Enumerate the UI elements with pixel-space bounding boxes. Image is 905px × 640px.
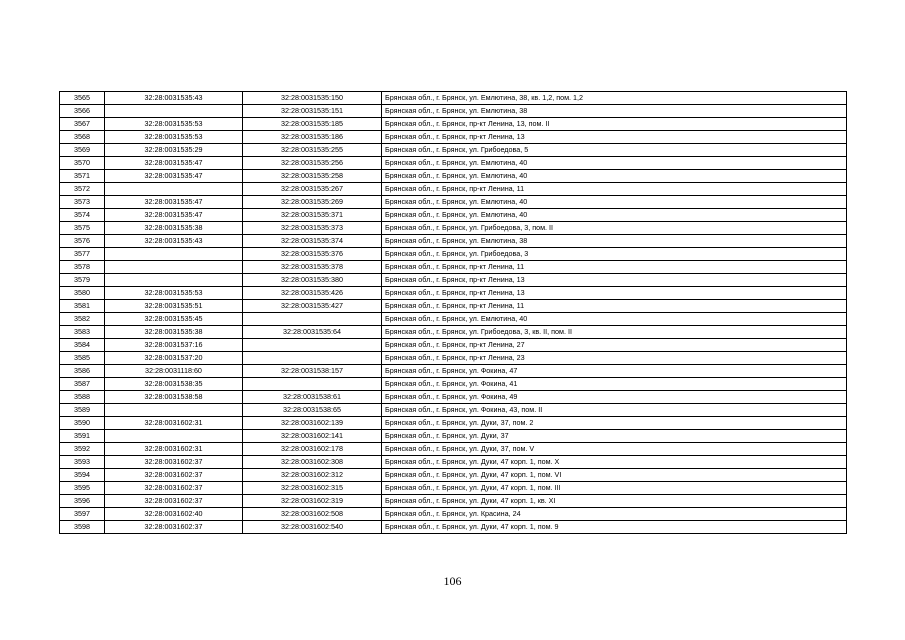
land-cadastral-number-cell: 32:28:0031602:37 [105, 469, 243, 482]
row-number-cell: 3578 [60, 261, 105, 274]
address-cell: Брянская обл., г. Брянск, пр-кт Ленина, 27 [382, 339, 847, 352]
object-cadastral-number-cell: 32:28:0031602:141 [243, 430, 382, 443]
object-cadastral-number-cell: 32:28:0031535:374 [243, 235, 382, 248]
address-cell: Брянская обл., г. Брянск, ул. Грибоедова, 3, пом. II [382, 222, 847, 235]
table-row [60, 521, 847, 534]
address-cell: Брянская обл., г. Брянск, ул. Фокина, 47 [382, 365, 847, 378]
row-number-cell: 3579 [60, 274, 105, 287]
row-number-cell: 3569 [60, 144, 105, 157]
table-row [60, 157, 847, 170]
land-cadastral-number-cell [105, 274, 243, 287]
land-cadastral-number-cell: 32:28:0031535:29 [105, 144, 243, 157]
row-number-cell: 3588 [60, 391, 105, 404]
object-cadastral-number-cell: 32:28:0031535:269 [243, 196, 382, 209]
address-cell: Брянская обл., г. Брянск, ул. Емлютина, 40 [382, 157, 847, 170]
registry-table-body [60, 92, 847, 534]
row-number-cell: 3591 [60, 430, 105, 443]
address-cell: Брянская обл., г. Брянск, пр-кт Ленина, 13, пом. II [382, 118, 847, 131]
registry-table [59, 91, 847, 534]
land-cadastral-number-cell [105, 248, 243, 261]
table-row [60, 326, 847, 339]
land-cadastral-number-cell: 32:28:0031535:53 [105, 131, 243, 144]
object-cadastral-number-cell: 32:28:0031535:256 [243, 157, 382, 170]
row-number-cell: 3575 [60, 222, 105, 235]
address-cell: Брянская обл., г. Брянск, ул. Емлютина, 38 [382, 235, 847, 248]
object-cadastral-number-cell: 32:28:0031535:186 [243, 131, 382, 144]
table-row [60, 378, 847, 391]
address-cell: Брянская обл., г. Брянск, ул. Дуки, 37, пом. V [382, 443, 847, 456]
row-number-cell: 3567 [60, 118, 105, 131]
land-cadastral-number-cell: 32:28:0031535:47 [105, 170, 243, 183]
row-number-cell: 3577 [60, 248, 105, 261]
table-row [60, 183, 847, 196]
object-cadastral-number-cell: 32:28:0031535:380 [243, 274, 382, 287]
object-cadastral-number-cell: 32:28:0031602:312 [243, 469, 382, 482]
land-cadastral-number-cell [105, 430, 243, 443]
row-number-cell: 3589 [60, 404, 105, 417]
land-cadastral-number-cell [105, 183, 243, 196]
land-cadastral-number-cell: 32:28:0031538:35 [105, 378, 243, 391]
row-number-cell: 3594 [60, 469, 105, 482]
table-row [60, 456, 847, 469]
table-row [60, 261, 847, 274]
table-row [60, 365, 847, 378]
address-cell: Брянская обл., г. Брянск, ул. Фокина, 43, пом. II [382, 404, 847, 417]
row-number-cell: 3595 [60, 482, 105, 495]
land-cadastral-number-cell: 32:28:0031602:37 [105, 456, 243, 469]
object-cadastral-number-cell [243, 378, 382, 391]
address-cell: Брянская обл., г. Брянск, пр-кт Ленина, 13 [382, 131, 847, 144]
address-cell: Брянская обл., г. Брянск, ул. Дуки, 47 корп. 1, пом. X [382, 456, 847, 469]
table-row [60, 391, 847, 404]
object-cadastral-number-cell: 32:28:0031538:157 [243, 365, 382, 378]
address-cell: Брянская обл., г. Брянск, пр-кт Ленина, 11 [382, 300, 847, 313]
object-cadastral-number-cell: 32:28:0031602:308 [243, 456, 382, 469]
row-number-cell: 3586 [60, 365, 105, 378]
table-row [60, 144, 847, 157]
row-number-cell: 3583 [60, 326, 105, 339]
land-cadastral-number-cell: 32:28:0031535:43 [105, 92, 243, 105]
table-row [60, 352, 847, 365]
address-cell: Брянская обл., г. Брянск, ул. Дуки, 47 корп. 1, пом. VI [382, 469, 847, 482]
object-cadastral-number-cell: 32:28:0031535:373 [243, 222, 382, 235]
row-number-cell: 3566 [60, 105, 105, 118]
table-row [60, 92, 847, 105]
object-cadastral-number-cell [243, 339, 382, 352]
land-cadastral-number-cell: 32:28:0031535:53 [105, 118, 243, 131]
row-number-cell: 3565 [60, 92, 105, 105]
land-cadastral-number-cell: 32:28:0031537:16 [105, 339, 243, 352]
table-row [60, 482, 847, 495]
address-cell: Брянская обл., г. Брянск, ул. Фокина, 49 [382, 391, 847, 404]
land-cadastral-number-cell: 32:28:0031602:31 [105, 417, 243, 430]
address-cell: Брянская обл., г. Брянск, пр-кт Ленина, 11 [382, 183, 847, 196]
land-cadastral-number-cell: 32:28:0031535:38 [105, 222, 243, 235]
row-number-cell: 3596 [60, 495, 105, 508]
address-cell: Брянская обл., г. Брянск, ул. Емлютина, 40 [382, 313, 847, 326]
address-cell: Брянская обл., г. Брянск, ул. Красина, 24 [382, 508, 847, 521]
object-cadastral-number-cell: 32:28:0031602:540 [243, 521, 382, 534]
row-number-cell: 3592 [60, 443, 105, 456]
row-number-cell: 3581 [60, 300, 105, 313]
address-cell: Брянская обл., г. Брянск, ул. Емлютина, 38 [382, 105, 847, 118]
table-row [60, 131, 847, 144]
land-cadastral-number-cell [105, 261, 243, 274]
row-number-cell: 3568 [60, 131, 105, 144]
land-cadastral-number-cell: 32:28:0031535:47 [105, 209, 243, 222]
object-cadastral-number-cell: 32:28:0031538:65 [243, 404, 382, 417]
object-cadastral-number-cell: 32:28:0031535:258 [243, 170, 382, 183]
address-cell: Брянская обл., г. Брянск, ул. Дуки, 37 [382, 430, 847, 443]
land-cadastral-number-cell: 32:28:0031535:45 [105, 313, 243, 326]
row-number-cell: 3585 [60, 352, 105, 365]
land-cadastral-number-cell: 32:28:0031535:43 [105, 235, 243, 248]
table-row [60, 170, 847, 183]
land-cadastral-number-cell: 32:28:0031602:40 [105, 508, 243, 521]
address-cell: Брянская обл., г. Брянск, ул. Дуки, 47 корп. 1, пом. 9 [382, 521, 847, 534]
address-cell: Брянская обл., г. Брянск, ул. Дуки, 47 корп. 1, пом. III [382, 482, 847, 495]
address-cell: Брянская обл., г. Брянск, ул. Емлютина, 40 [382, 196, 847, 209]
row-number-cell: 3593 [60, 456, 105, 469]
page-number: 106 [443, 574, 462, 588]
land-cadastral-number-cell: 32:28:0031602:31 [105, 443, 243, 456]
object-cadastral-number-cell: 32:28:0031535:151 [243, 105, 382, 118]
object-cadastral-number-cell: 32:28:0031535:150 [243, 92, 382, 105]
land-cadastral-number-cell [105, 404, 243, 417]
object-cadastral-number-cell: 32:28:0031535:64 [243, 326, 382, 339]
address-cell: Брянская обл., г. Брянск, пр-кт Ленина, 11 [382, 261, 847, 274]
address-cell: Брянская обл., г. Брянск, пр-кт Ленина, 13 [382, 274, 847, 287]
row-number-cell: 3597 [60, 508, 105, 521]
table-row [60, 430, 847, 443]
object-cadastral-number-cell: 32:28:0031602:178 [243, 443, 382, 456]
address-cell: Брянская обл., г. Брянск, ул. Емлютина, 38, кв. 1,2, пом. 1,2 [382, 92, 847, 105]
object-cadastral-number-cell: 32:28:0031535:426 [243, 287, 382, 300]
row-number-cell: 3582 [60, 313, 105, 326]
row-number-cell: 3587 [60, 378, 105, 391]
table-row [60, 339, 847, 352]
row-number-cell: 3584 [60, 339, 105, 352]
object-cadastral-number-cell: 32:28:0031535:185 [243, 118, 382, 131]
land-cadastral-number-cell: 32:28:0031602:37 [105, 521, 243, 534]
table-row [60, 495, 847, 508]
table-row [60, 105, 847, 118]
land-cadastral-number-cell: 32:28:0031118:60 [105, 365, 243, 378]
address-cell: Брянская обл., г. Брянск, пр-кт Ленина, 13 [382, 287, 847, 300]
object-cadastral-number-cell: 32:28:0031535:267 [243, 183, 382, 196]
table-row [60, 274, 847, 287]
object-cadastral-number-cell: 32:28:0031602:315 [243, 482, 382, 495]
object-cadastral-number-cell: 32:28:0031535:255 [243, 144, 382, 157]
land-cadastral-number-cell: 32:28:0031535:38 [105, 326, 243, 339]
land-cadastral-number-cell [105, 105, 243, 118]
row-number-cell: 3573 [60, 196, 105, 209]
object-cadastral-number-cell: 32:28:0031535:378 [243, 261, 382, 274]
row-number-cell: 3580 [60, 287, 105, 300]
row-number-cell: 3571 [60, 170, 105, 183]
table-row [60, 508, 847, 521]
land-cadastral-number-cell: 32:28:0031602:37 [105, 482, 243, 495]
land-cadastral-number-cell: 32:28:0031537:20 [105, 352, 243, 365]
land-cadastral-number-cell: 32:28:0031535:47 [105, 196, 243, 209]
table-row [60, 313, 847, 326]
address-cell: Брянская обл., г. Брянск, ул. Фокина, 41 [382, 378, 847, 391]
object-cadastral-number-cell: 32:28:0031602:319 [243, 495, 382, 508]
table-row [60, 196, 847, 209]
row-number-cell: 3576 [60, 235, 105, 248]
table-row [60, 248, 847, 261]
land-cadastral-number-cell: 32:28:0031538:58 [105, 391, 243, 404]
address-cell: Брянская обл., г. Брянск, ул. Емлютина, 40 [382, 170, 847, 183]
table-row [60, 443, 847, 456]
object-cadastral-number-cell: 32:28:0031535:427 [243, 300, 382, 313]
row-number-cell: 3572 [60, 183, 105, 196]
object-cadastral-number-cell [243, 313, 382, 326]
address-cell: Брянская обл., г. Брянск, пр-кт Ленина, 23 [382, 352, 847, 365]
table-row [60, 209, 847, 222]
object-cadastral-number-cell: 32:28:0031535:376 [243, 248, 382, 261]
object-cadastral-number-cell: 32:28:0031538:61 [243, 391, 382, 404]
address-cell: Брянская обл., г. Брянск, ул. Грибоедова, 5 [382, 144, 847, 157]
table-row [60, 222, 847, 235]
table-row [60, 235, 847, 248]
row-number-cell: 3570 [60, 157, 105, 170]
address-cell: Брянская обл., г. Брянск, ул. Дуки, 47 корп. 1, кв. XI [382, 495, 847, 508]
table-row [60, 300, 847, 313]
row-number-cell: 3598 [60, 521, 105, 534]
land-cadastral-number-cell: 32:28:0031535:51 [105, 300, 243, 313]
table-row [60, 417, 847, 430]
address-cell: Брянская обл., г. Брянск, ул. Грибоедова, 3 [382, 248, 847, 261]
address-cell: Брянская обл., г. Брянск, ул. Емлютина, 40 [382, 209, 847, 222]
table-row [60, 404, 847, 417]
address-cell: Брянская обл., г. Брянск, ул. Грибоедова, 3, кв. II, пом. II [382, 326, 847, 339]
land-cadastral-number-cell: 32:28:0031535:53 [105, 287, 243, 300]
row-number-cell: 3574 [60, 209, 105, 222]
object-cadastral-number-cell: 32:28:0031602:139 [243, 417, 382, 430]
table-row [60, 469, 847, 482]
table-row [60, 118, 847, 131]
object-cadastral-number-cell: 32:28:0031535:371 [243, 209, 382, 222]
table-row [60, 287, 847, 300]
land-cadastral-number-cell: 32:28:0031535:47 [105, 157, 243, 170]
object-cadastral-number-cell [243, 352, 382, 365]
address-cell: Брянская обл., г. Брянск, ул. Дуки, 37, пом. 2 [382, 417, 847, 430]
row-number-cell: 3590 [60, 417, 105, 430]
land-cadastral-number-cell: 32:28:0031602:37 [105, 495, 243, 508]
object-cadastral-number-cell: 32:28:0031602:508 [243, 508, 382, 521]
